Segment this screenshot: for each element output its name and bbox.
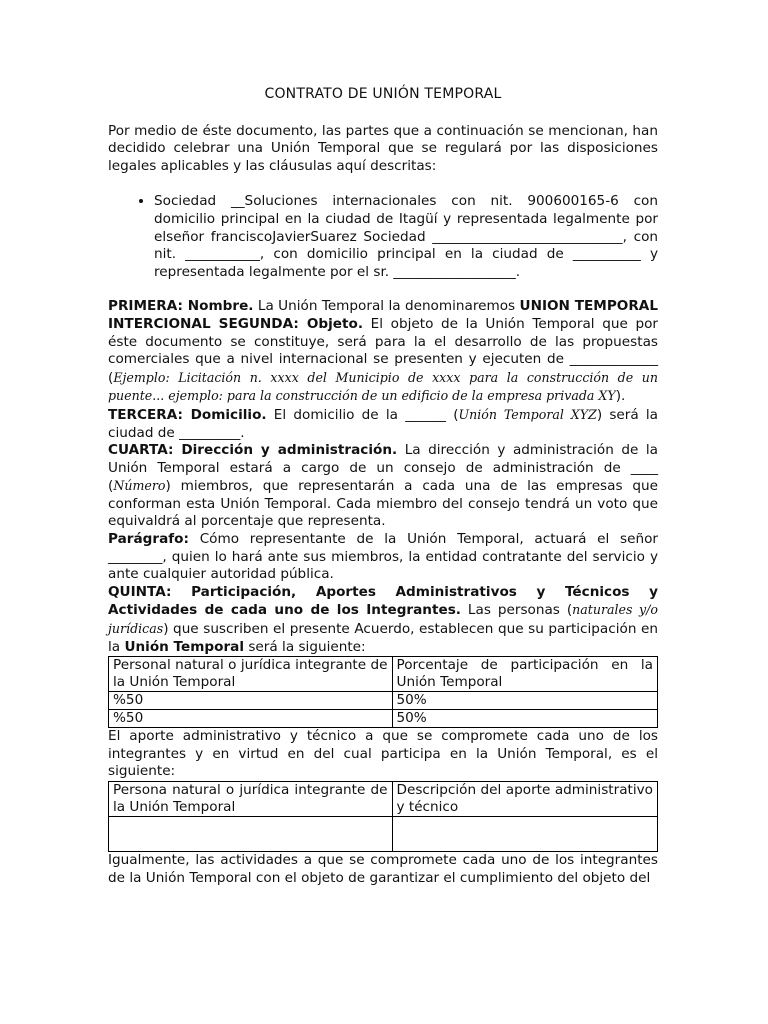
table-header-row xyxy=(109,782,658,817)
table-header-cell: Personal natural o jurídica integrante de la Unión Temporal xyxy=(109,657,393,692)
clause-heading: QUINTA: Participación, Aportes Administrativos y Técnicos y Actividades de cada uno de los Integrantes. xyxy=(108,583,658,619)
clause-text: ) miembros, que representarán a cada una de las empresas que conforman esta Unión Temporal. Cada miembro del consejo tendrá un voto que equivaldrá al porcentaje que representa. xyxy=(108,478,658,530)
clause-text: La Unión Temporal la denominaremos xyxy=(253,298,520,315)
clause-example: naturales y/o jurídicas xyxy=(108,602,658,637)
table-row xyxy=(109,817,658,852)
table-header-row xyxy=(109,657,658,692)
clause-quinta xyxy=(108,584,658,656)
aporte-table xyxy=(108,781,658,852)
table-header-cell: Descripción del aporte administrativo y técnico xyxy=(392,782,658,817)
intro-paragraph: Por medio de éste documento, las partes que a continuación se mencionan, han decidido celebrar una Unión Temporal que se regulará por las disposiciones legales aplicables y las cláusulas aquí descritas: xyxy=(108,122,658,174)
participation-table xyxy=(108,656,658,728)
clause-cuarta xyxy=(108,442,658,531)
clause-heading: PRIMERA: Nombre. xyxy=(108,298,254,315)
clause-example: Número xyxy=(113,478,166,494)
aporte-paragraph: El aporte administrativo y técnico a que se compromete cada uno de los integrantes y en virtud en del cual participa en la Unión Temporal, es el siguiente: xyxy=(108,728,658,780)
clause-heading: TERCERA: Domicilio. xyxy=(108,406,267,423)
table-cell: %50 xyxy=(109,692,393,710)
clause-heading: Parágrafo: xyxy=(108,531,189,548)
clause-bold-name: Unión Temporal xyxy=(124,638,245,655)
parties-list xyxy=(108,193,658,281)
clause-text: La dirección y administración de la Unión Temporal estará a cargo de un consejo de administración de ____ ( xyxy=(108,442,658,495)
table-row xyxy=(109,692,658,710)
clauses xyxy=(108,298,658,887)
document-title: CONTRATO DE UNIÓN TEMPORAL xyxy=(264,86,502,102)
table-cell: 50% xyxy=(392,692,658,710)
table-row xyxy=(109,710,658,728)
table-cell xyxy=(109,817,393,852)
clause-text: Cómo representante de la Unión Temporal, actuará el señor ________, quien lo hará ante sus miembros, la entidad contratante del servicio y ante cualquier autoridad pública. xyxy=(108,531,658,583)
clause-text: Las personas ( xyxy=(460,602,573,619)
clause-primera xyxy=(108,298,658,406)
table-cell: 50% xyxy=(392,710,658,728)
table-header-cell: Persona natural o jurídica integrante de la Unión Temporal xyxy=(109,782,393,817)
table-cell xyxy=(392,817,658,852)
clause-tercera xyxy=(108,406,658,442)
clause-bold-name: UNION TEMPORAL INTERCIONAL SEGUNDA: Objeto. xyxy=(108,298,658,332)
clause-text: será la siguiente: xyxy=(244,638,366,655)
table-cell: %50 xyxy=(109,710,393,728)
clause-example: Ejemplo: Licitación n. xxxx del Municipio de xxxx para la construcción de un puente... ejemplo: para la construcción de un edificio de la empresa privada XY xyxy=(108,369,658,404)
clause-text: ). xyxy=(615,388,626,405)
party-item: • Sociedad __Soluciones internacionales con nit. 900600165-6 con domicilio principal en la ciudad de Itagüí y representada legalmente por elseñor franciscoJavierSuarez Sociedad ____________________________, con nit. ___________, con domicilio principal en la ciudad de __________ y representada legalmente por el sr. __________________. xyxy=(154,193,658,281)
clause-heading: CUARTA: Dirección y administración. xyxy=(108,442,398,459)
clause-text: ) que suscriben el presente Acuerdo, establecen que su participación en la xyxy=(108,621,658,655)
paragrafo xyxy=(108,531,658,584)
clause-text: ) será la ciudad de _________. xyxy=(108,406,659,441)
clause-text: El objeto de la Unión Temporal que por éste documento se constituye, será para la el desarrollo de las propuestas comerciales que a nivel internacional se presenten y ejecuten de _____________ ( xyxy=(108,315,658,386)
closing-paragraph: Igualmente, las actividades a que se compromete cada uno de los integrantes de la Unión Temporal con el objeto de garantizar el cumplimiento del objeto del xyxy=(108,852,658,886)
clause-example: Unión Temporal XYZ xyxy=(458,406,597,422)
clause-text: El domicilio de la ______ ( xyxy=(266,406,459,423)
table-header-cell: Porcentaje de participación en la Unión Temporal xyxy=(392,657,658,692)
